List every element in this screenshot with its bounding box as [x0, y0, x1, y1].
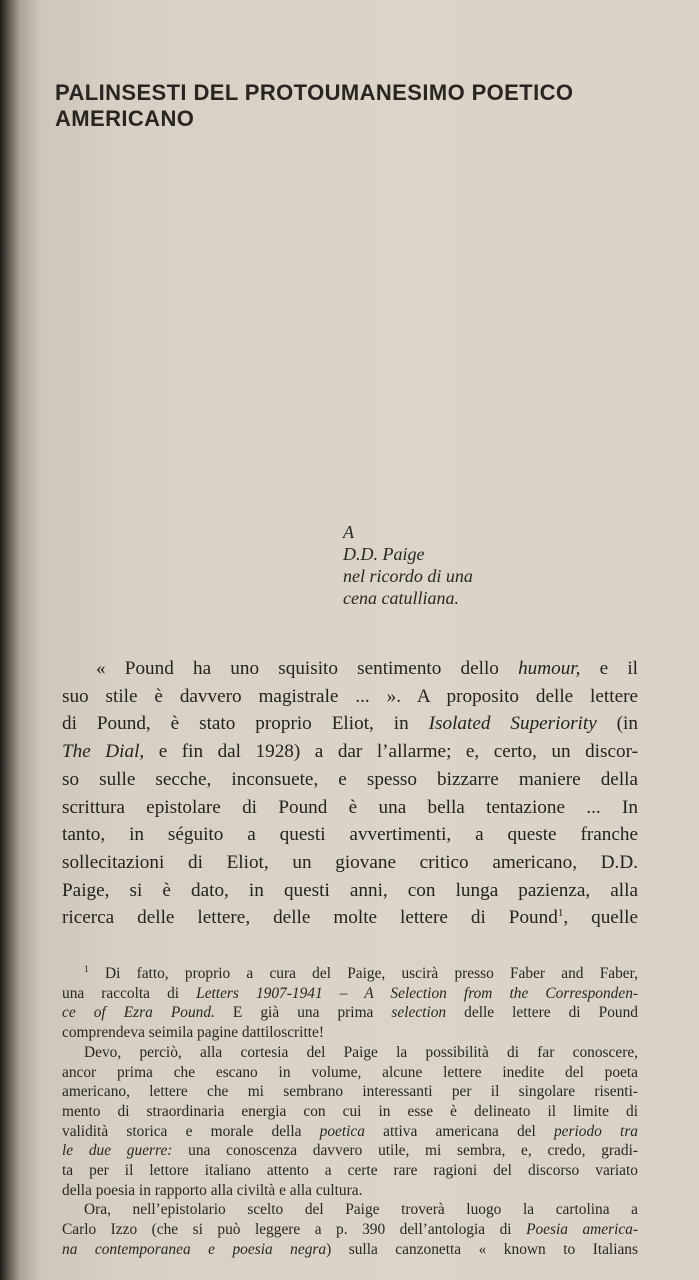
- footnote-line: na contemporanea e poesia negra) sulla canzonetta « known to Italians: [62, 1240, 638, 1258]
- chapter-title-line-2: AMERICANO: [55, 106, 195, 131]
- dedication: [343, 521, 473, 609]
- chapter-title: [55, 80, 675, 132]
- footnote-line: ce of Ezra Pound. E già una prima selection delle lettere di Pound: [62, 1004, 638, 1022]
- footnote-line: ta per il lettore italiano attento a certe rare ragioni del discorso variato: [62, 1162, 638, 1180]
- chapter-title-line-1: PALINSESTI DEL PROTOUMANESIMO POETICO: [55, 80, 574, 105]
- footnote-line: comprendeva seimila pagine dattiloscritte!: [62, 1024, 324, 1042]
- body-line: suo stile è davvero magistrale ... ». A proposito delle lettere: [62, 685, 638, 707]
- footnote-line: della poesia in rapporto alla civiltà e alla cultura.: [62, 1181, 363, 1199]
- footnote-number: 1: [84, 965, 89, 975]
- body-line: « Pound ha uno squisito sentimento dello humour, e il: [96, 658, 638, 679]
- body-line: The Dial, e fin dal 1928) a dar l’allarme; e, certo, un discor-: [62, 741, 638, 763]
- footnotes: [62, 964, 638, 1260]
- footnote-ref: 1: [557, 907, 564, 920]
- body-line: Paige, si è dato, in questi anni, con lunga pazienza, alla: [62, 879, 638, 901]
- body-line: tanto, in séguito a questi avvertimenti, a queste franche: [62, 824, 638, 846]
- footnote-line: Carlo Izzo (che si può leggere a p. 390 dell’antologia di Poesia america-: [62, 1221, 638, 1239]
- dedication-line: cena catulliana.: [343, 588, 459, 608]
- dedication-line: nel ricordo di una: [343, 566, 473, 586]
- italic-title: Isolated Superiority: [428, 713, 597, 735]
- footnote-line: Ora, nell’epistolario scelto del Paige troverà luogo la cartolina a: [84, 1201, 638, 1219]
- body-line: sollecitazioni di Eliot, un giovane critico americano, D.D.: [62, 851, 638, 873]
- body-line: di Pound, è stato proprio Eliot, in Isolated Superiority (in: [62, 713, 638, 735]
- body-line: ricerca delle lettere, delle molte lettere di Pound$^1$, quelle: [62, 907, 638, 929]
- footnote-line: ancor prima che escano in volume, alcune lettere inedite del poeta: [62, 1063, 638, 1081]
- dedication-line: A: [343, 522, 354, 542]
- footnote-line: una raccolta di Letters 1907-1941 – A Selection from the Corresponden-: [62, 984, 639, 1002]
- footnote-line: validità storica e morale della poetica attiva americana del periodo tra: [62, 1122, 639, 1140]
- body-paragraph: [62, 655, 638, 932]
- body-line: so sulle secche, inconsuete, e spesso bizzarre maniere della: [62, 768, 638, 790]
- dedication-line: D.D. Paige: [343, 544, 425, 564]
- body-line: scrittura epistolare di Pound è una bella tentazione ... In: [62, 796, 638, 818]
- footnote-line: le due guerre: una conoscenza davvero utile, mi sembra, e, credo, gradi-: [62, 1142, 638, 1160]
- italic-title: The Dial,: [62, 741, 145, 763]
- footnote-line: mento di straordinaria energia con cui in esse è delineato il limite di: [62, 1102, 638, 1120]
- italic-term: humour,: [518, 658, 581, 679]
- footnote-line: Devo, perciò, alla cortesia del Paige la possibilità di far conoscere,: [84, 1043, 638, 1061]
- footnote-line: $^1$ Di fatto, proprio a cura del Paige, uscirà presso Faber and Faber,: [84, 965, 638, 982]
- footnote-line: americano, lettere che mi sembrano interessanti per il singolare risenti-: [62, 1083, 638, 1101]
